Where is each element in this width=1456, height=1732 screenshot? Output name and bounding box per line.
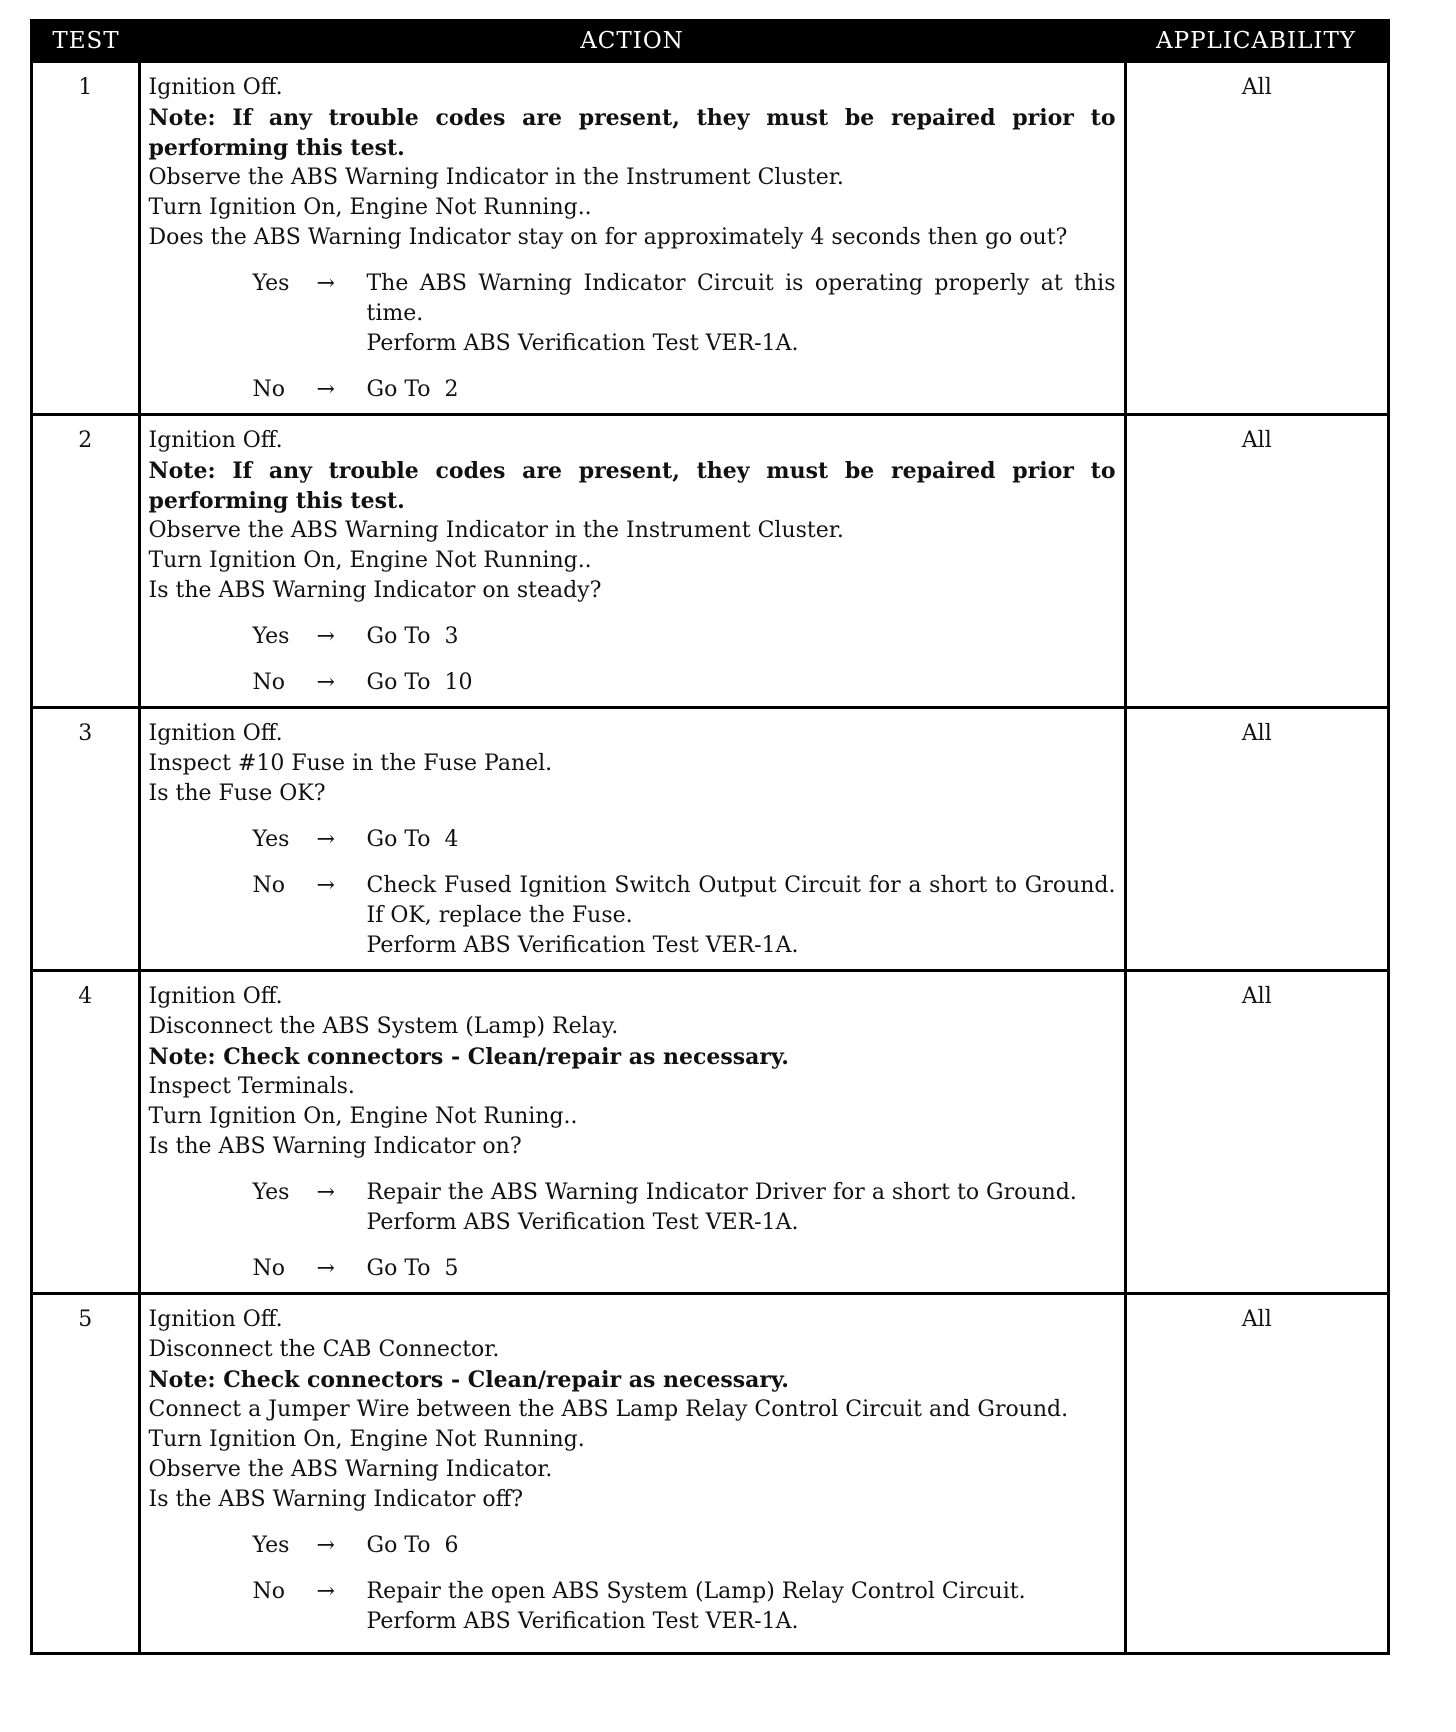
question-line: Is the ABS Warning Indicator on steady? (148, 578, 602, 603)
yes-response (149, 622, 1116, 652)
yes-response (149, 269, 1116, 359)
goto-target: 10 (444, 670, 473, 695)
no-response (149, 668, 1116, 698)
arrow-icon: → (316, 624, 335, 649)
result-line: Repair the ABS Warning Indicator Driver for a short to Ground. (366, 1180, 1077, 1205)
step-line: Turn Ignition On, Engine Not Running.. (148, 195, 592, 220)
yes-result (367, 1178, 1116, 1238)
step-line: Turn Ignition On, Engine Not Running.. (148, 548, 592, 573)
action-cell (139, 62, 1125, 415)
arrow-icon: → (316, 1533, 335, 1558)
arrow-icon: → (316, 1180, 335, 1205)
action-cell (139, 1294, 1125, 1654)
step-line: Observe the ABS Warning Indicator. (148, 1457, 553, 1482)
applicability-cell: All (1125, 62, 1389, 415)
no-result (367, 1254, 1116, 1284)
header-action: ACTION (139, 21, 1125, 62)
no-result (367, 375, 1116, 405)
arrow-icon: → (316, 873, 335, 898)
test-number: 3 (32, 708, 140, 971)
applicability-cell: All (1125, 971, 1389, 1294)
step-line: Ignition Off. (148, 428, 283, 453)
no-result (367, 871, 1116, 961)
no-response (149, 375, 1116, 405)
no-label: No (252, 1579, 285, 1604)
goto-target: 6 (444, 1533, 459, 1558)
step-line: Ignition Off. (148, 721, 283, 746)
test-row-3 (32, 708, 1389, 971)
question-line: Does the ABS Warning Indicator stay on for approximately 4 seconds then go out? (148, 225, 1068, 250)
arrow-icon: → (316, 377, 335, 402)
goto-target: 3 (444, 624, 459, 649)
goto-label: Go To (366, 377, 431, 402)
note-line: Note: Check connectors - Clean/repair as necessary. (148, 1367, 789, 1393)
yes-response (149, 825, 1116, 855)
no-response (149, 1254, 1116, 1284)
no-response (149, 871, 1116, 961)
diagnostic-table (30, 19, 1390, 1655)
action-cell (139, 415, 1125, 708)
question-line: Is the ABS Warning Indicator off? (148, 1487, 524, 1512)
arrow-icon: → (316, 1579, 335, 1604)
header-row (32, 21, 1389, 62)
result-line: Perform ABS Verification Test VER-1A. (366, 1210, 799, 1235)
test-number: 4 (32, 971, 140, 1294)
step-line: Observe the ABS Warning Indicator in the Instrument Cluster. (148, 165, 844, 190)
no-result (367, 1577, 1116, 1637)
note-line: Note: If any trouble codes are present, they must be repaired prior to performing this test. (148, 105, 1116, 161)
yes-label: Yes (252, 1180, 290, 1205)
yes-label: Yes (252, 624, 290, 649)
step-line: Ignition Off. (148, 75, 283, 100)
step-line: Turn Ignition On, Engine Not Running. (148, 1427, 585, 1452)
test-row-2 (32, 415, 1389, 708)
step-line: Ignition Off. (148, 1307, 283, 1332)
yes-response (149, 1178, 1116, 1238)
yes-result (367, 1531, 1116, 1561)
arrow-icon: → (316, 670, 335, 695)
action-cell (139, 971, 1125, 1294)
goto-label: Go To (366, 624, 431, 649)
goto-label: Go To (366, 827, 431, 852)
applicability-cell: All (1125, 708, 1389, 971)
step-line: Inspect #10 Fuse in the Fuse Panel. (148, 751, 553, 776)
test-number: 1 (32, 62, 140, 415)
test-row-5 (32, 1294, 1389, 1654)
no-label: No (252, 1256, 285, 1281)
result-line: Check Fused Ignition Switch Output Circuit for a short to Ground. If OK, replace the Fuse. (366, 873, 1116, 928)
step-line: Connect a Jumper Wire between the ABS Lamp Relay Control Circuit and Ground. (148, 1397, 1069, 1422)
step-line: Turn Ignition On, Engine Not Runing.. (148, 1104, 578, 1129)
no-label: No (252, 873, 285, 898)
step-line: Inspect Terminals. (148, 1074, 355, 1099)
goto-target: 2 (444, 377, 459, 402)
question-line: Is the Fuse OK? (148, 781, 326, 806)
test-number: 5 (32, 1294, 140, 1654)
applicability-cell: All (1125, 1294, 1389, 1654)
step-line: Observe the ABS Warning Indicator in the Instrument Cluster. (148, 518, 844, 543)
yes-label: Yes (252, 1533, 290, 1558)
yes-response (149, 1531, 1116, 1561)
yes-result (367, 622, 1116, 652)
test-row-4 (32, 971, 1389, 1294)
goto-label: Go To (366, 1256, 431, 1281)
yes-result (367, 825, 1116, 855)
test-number: 2 (32, 415, 140, 708)
applicability-cell: All (1125, 415, 1389, 708)
no-label: No (252, 377, 285, 402)
step-line: Disconnect the CAB Connector. (148, 1337, 500, 1362)
yes-label: Yes (252, 827, 290, 852)
goto-target: 5 (444, 1256, 459, 1281)
goto-label: Go To (366, 1533, 431, 1558)
no-response (149, 1577, 1116, 1637)
goto-target: 4 (444, 827, 459, 852)
result-line: Perform ABS Verification Test VER-1A. (366, 331, 799, 356)
result-line: The ABS Warning Indicator Circuit is operating properly at this time. (366, 271, 1116, 326)
arrow-icon: → (316, 1256, 335, 1281)
yes-result (367, 269, 1116, 359)
yes-label: Yes (252, 271, 290, 296)
result-line: Perform ABS Verification Test VER-1A. (366, 933, 799, 958)
note-line: Note: If any trouble codes are present, they must be repaired prior to performing this test. (148, 458, 1116, 514)
header-test: TEST (32, 21, 140, 62)
arrow-icon: → (316, 827, 335, 852)
note-line: Note: Check connectors - Clean/repair as necessary. (148, 1044, 789, 1070)
no-label: No (252, 670, 285, 695)
test-row-1 (32, 62, 1389, 415)
no-result (367, 668, 1116, 698)
goto-label: Go To (366, 670, 431, 695)
step-line: Ignition Off. (148, 984, 283, 1009)
header-applicability: APPLICABILITY (1125, 21, 1389, 62)
result-line: Repair the open ABS System (Lamp) Relay Control Circuit. (366, 1579, 1026, 1604)
question-line: Is the ABS Warning Indicator on? (148, 1134, 522, 1159)
result-line: Perform ABS Verification Test VER-1A. (366, 1609, 799, 1634)
arrow-icon: → (316, 271, 335, 296)
action-cell (139, 708, 1125, 971)
step-line: Disconnect the ABS System (Lamp) Relay. (148, 1014, 619, 1039)
